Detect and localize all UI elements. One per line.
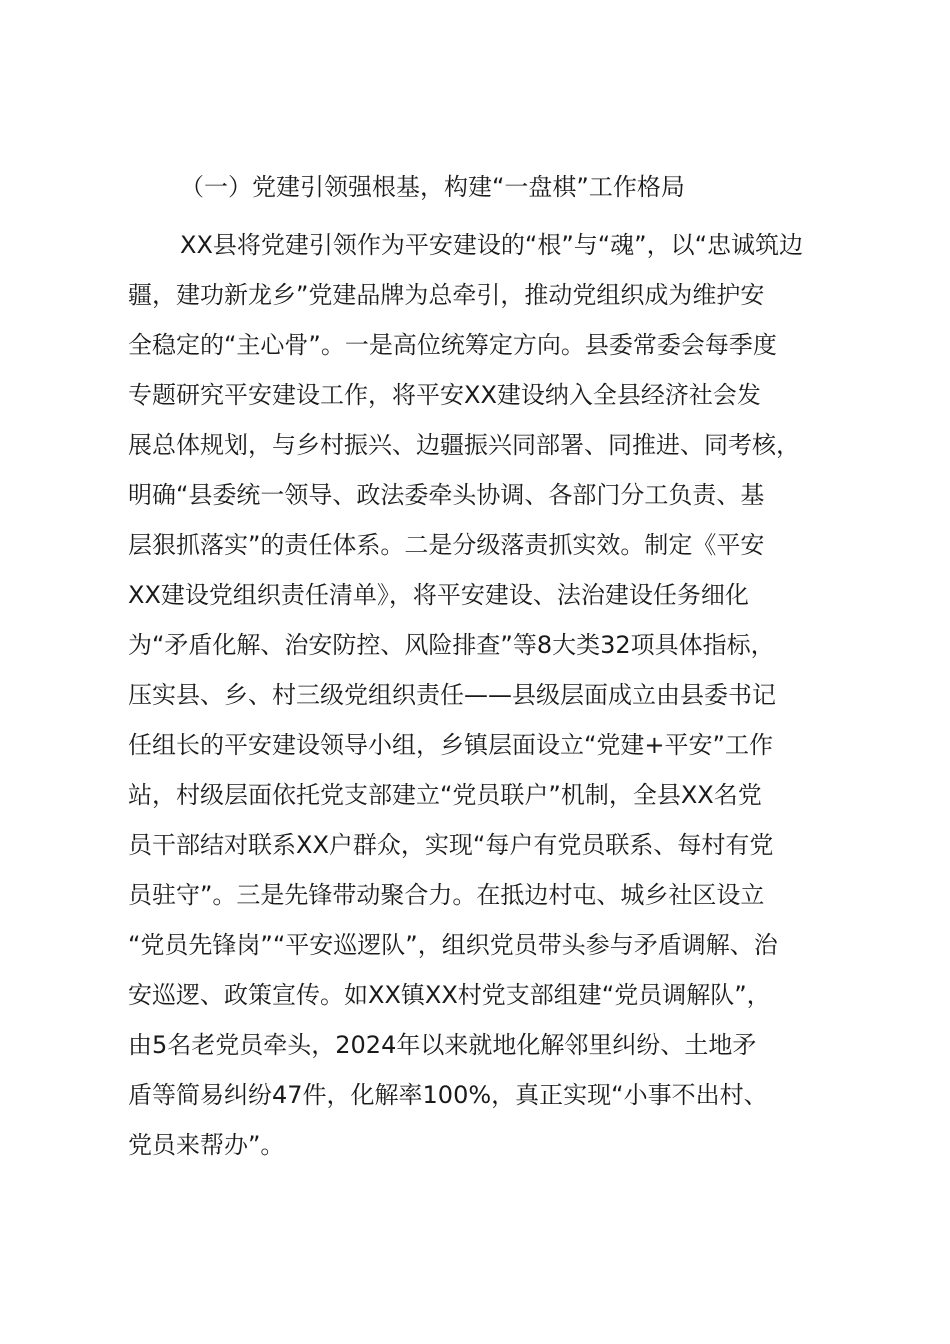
paragraph-line: 层狠抓落实”的责任体系。二是分级落责抓实效。制定《平安 (128, 531, 765, 559)
paragraph-line: 盾等简易纠纷47件，化解率100%，真正实现“小事不出村、 (128, 1081, 768, 1109)
paragraph-line: 员干部结对联系XX户群众，实现“每户有党员联系、每村有党 (128, 831, 774, 859)
paragraph-line: 明确“县委统一领导、政法委牵头协调、各部门分工负责、基 (128, 481, 765, 509)
section-heading: （一）党建引领强根基，构建“一盘棋”工作格局 (180, 173, 685, 201)
paragraph-line: 为“矛盾化解、治安防控、风险排查”等8大类32项具体指标， (128, 631, 775, 659)
body-paragraph (128, 220, 888, 1170)
paragraph-line: XX建设党组织责任清单》，将平安建设、法治建设任务细化 (128, 581, 749, 609)
paragraph-line: 全稳定的“主心骨”。一是高位统筹定方向。县委常委会每季度 (128, 331, 777, 359)
paragraph-line: 员驻守”。三是先锋带动聚合力。在抵边村屯、城乡社区设立 (128, 881, 765, 909)
paragraph-line: 安巡逻、政策宣传。如XX镇XX村党支部组建“党员调解队”， (128, 981, 771, 1009)
paragraph-line: 专题研究平安建设工作，将平安XX建设纳入全县经济社会发 (128, 381, 761, 409)
paragraph-line: 展总体规划，与乡村振兴、边疆振兴同部署、同推进、同考核， (128, 431, 800, 459)
paragraph-line: 党员来帮办”。 (128, 1131, 285, 1159)
paragraph-line: “党员先锋岗”“平安巡逻队”，组织党员带头参与矛盾调解、治 (128, 931, 778, 959)
paragraph-line: 任组长的平安建设领导小组，乡镇层面设立“党建+平安”工作 (128, 731, 773, 759)
paragraph-line: 疆，建功新龙乡”党建品牌为总牵引，推动党组织成为维护安 (128, 281, 765, 309)
paragraph-line: 站，村级层面依托党支部建立“党员联户”机制，全县XX名党 (128, 781, 762, 809)
paragraph-line: 压实县、乡、村三级党组织责任——县级层面成立由县委书记 (128, 681, 776, 709)
paragraph-line: 由5名老党员牵头，2024年以来就地化解邻里纠纷、土地矛 (128, 1031, 757, 1059)
paragraph-line: XX县将党建引领作为平安建设的“根”与“魂”，以“忠诚筑边 (180, 231, 804, 259)
